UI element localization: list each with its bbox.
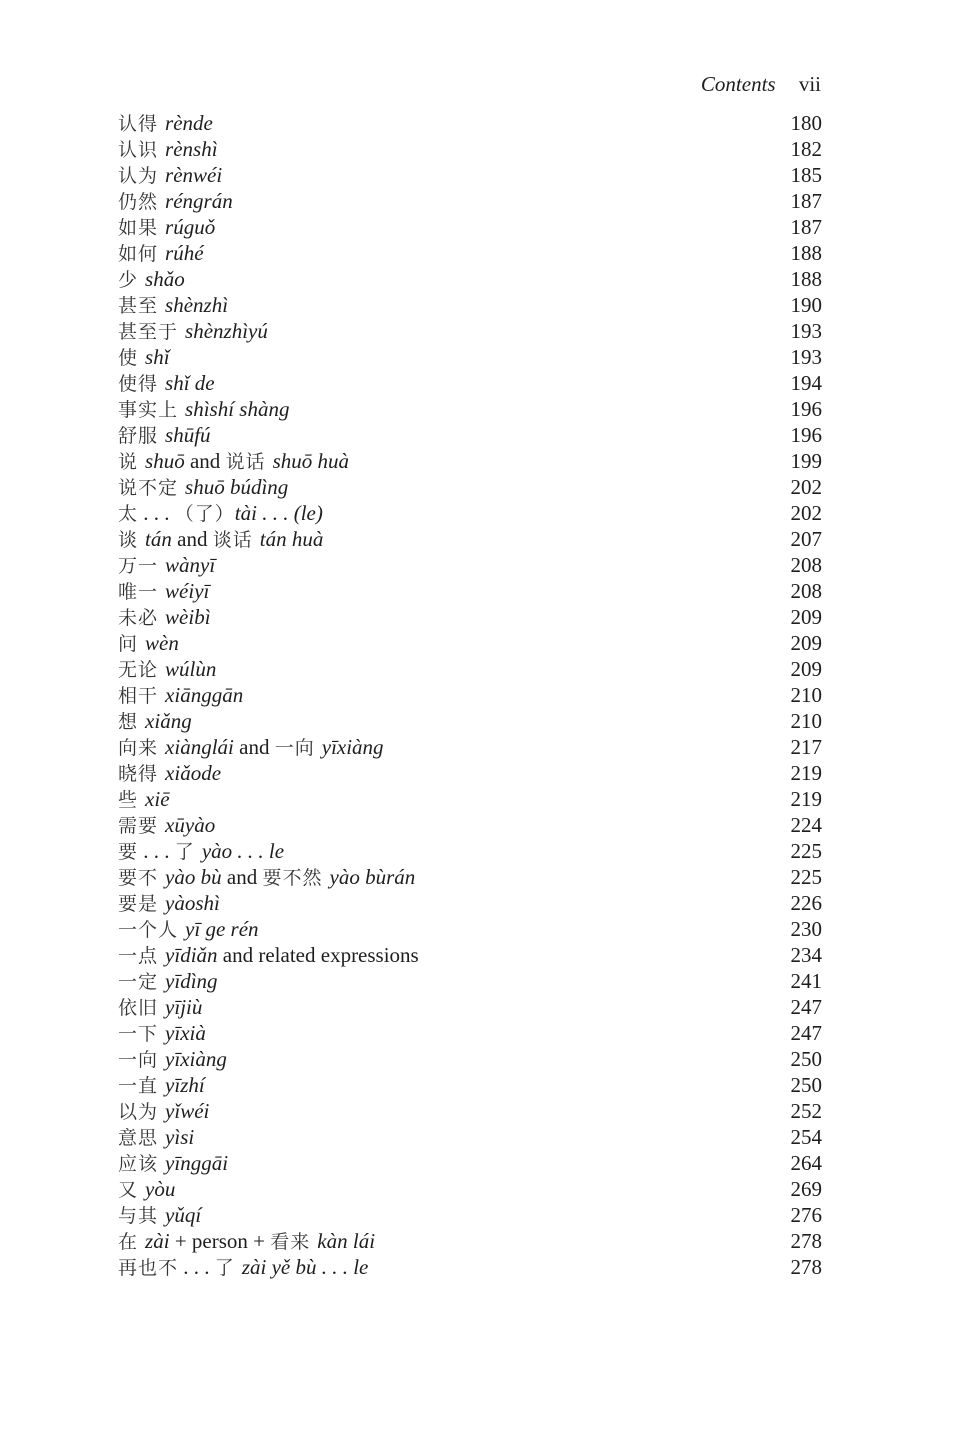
toc-entry-title	[118, 968, 218, 995]
chinese-text: 一下	[118, 1023, 166, 1045]
toc-entry-page-number: 187	[790, 215, 822, 239]
toc-entry-page-number: 207	[790, 527, 822, 551]
chinese-text: 无论	[118, 659, 166, 681]
toc-entry-title	[118, 630, 179, 657]
english-text: . . .	[178, 1255, 215, 1279]
english-text: and	[184, 449, 226, 473]
toc-entry[interactable]	[118, 188, 822, 214]
chinese-text: 要是	[118, 893, 166, 915]
english-text: . . .	[138, 501, 175, 525]
chinese-text: 些	[118, 789, 146, 811]
toc-entry-title	[118, 1020, 206, 1047]
chinese-text: 意思	[118, 1127, 166, 1149]
toc-entry[interactable]	[118, 760, 822, 786]
toc-entry[interactable]	[118, 942, 822, 968]
toc-entry-title	[118, 864, 415, 891]
toc-entry-page-number: 226	[790, 891, 822, 915]
toc-entry[interactable]	[118, 344, 822, 370]
pinyin-text: yījiù	[165, 995, 203, 1019]
toc-entry-title	[118, 396, 289, 423]
toc-entry-page-number: 209	[790, 631, 822, 655]
toc-entry[interactable]	[118, 994, 822, 1020]
toc-entry-page-number: 202	[790, 501, 822, 525]
chinese-text: 晓得	[118, 763, 166, 785]
pinyin-text: shìshí shàng	[185, 397, 290, 421]
pinyin-text: xiē	[145, 787, 170, 811]
chinese-text: 一定	[118, 971, 166, 993]
pinyin-text: yīdiǎn	[165, 943, 218, 967]
toc-entry-title	[118, 656, 216, 683]
toc-entry[interactable]	[118, 890, 822, 916]
chinese-text: 仍然	[118, 191, 166, 213]
toc-entry[interactable]	[118, 864, 822, 890]
toc-entry-page-number: 217	[790, 735, 822, 759]
toc-entry-page-number: 225	[790, 839, 822, 863]
toc-entry-page-number: 193	[790, 345, 822, 369]
toc-entry-title	[118, 266, 185, 293]
toc-entry-page-number: 199	[790, 449, 822, 473]
chinese-text: 又	[118, 1179, 146, 1201]
chinese-text: 说	[118, 451, 146, 473]
chinese-text: 说话	[225, 451, 273, 473]
toc-entry[interactable]	[118, 734, 822, 760]
toc-entry-page-number: 250	[790, 1073, 822, 1097]
toc-entry[interactable]	[118, 500, 822, 526]
toc-entry[interactable]	[118, 1254, 822, 1280]
toc-entry-title	[118, 318, 268, 345]
toc-entry-page-number: 188	[790, 267, 822, 291]
toc-entry-title	[118, 890, 220, 917]
pinyin-text: shūfú	[165, 423, 211, 447]
chinese-text: 如何	[118, 243, 166, 265]
toc-entry-title	[118, 838, 284, 865]
toc-entry-page-number: 202	[790, 475, 822, 499]
toc-entry[interactable]	[118, 318, 822, 344]
english-text: . . .	[138, 839, 175, 863]
toc-entry-page-number: 193	[790, 319, 822, 343]
toc-entry[interactable]	[118, 708, 822, 734]
toc-entry-title	[118, 370, 215, 397]
english-text: and related expressions	[217, 943, 419, 967]
pinyin-text: wéiyī	[165, 579, 210, 603]
chinese-text: 事实上	[118, 399, 186, 421]
pinyin-text: kàn lái	[317, 1229, 376, 1253]
pinyin-text: shuō	[145, 449, 185, 473]
toc-entry-title	[118, 500, 323, 527]
chinese-text: 舒服	[118, 425, 166, 447]
toc-entry-title	[118, 708, 192, 735]
toc-entry-title	[118, 760, 221, 787]
chinese-text: 谈话	[212, 529, 260, 551]
toc-entry[interactable]	[118, 292, 822, 318]
toc-entry[interactable]	[118, 396, 822, 422]
toc-entry[interactable]	[118, 474, 822, 500]
toc-entry-title	[118, 448, 349, 475]
chinese-text: 一向	[274, 737, 322, 759]
toc-entry[interactable]	[118, 838, 822, 864]
toc-entry-page-number: 180	[790, 111, 822, 135]
toc-entry[interactable]	[118, 968, 822, 994]
pinyin-text: yào bù	[165, 865, 222, 889]
toc-entry-title	[118, 1124, 194, 1151]
pinyin-text: yàoshì	[165, 891, 220, 915]
toc-entry[interactable]	[118, 370, 822, 396]
toc-entry-title	[118, 162, 222, 189]
chinese-text: 与其	[118, 1205, 166, 1227]
toc-entry-title	[118, 786, 170, 813]
chinese-text: 太	[118, 503, 139, 525]
toc-entry-page-number: 276	[790, 1203, 822, 1227]
toc-entry-title	[118, 578, 209, 605]
pinyin-text: zài yě bù . . . le	[241, 1255, 369, 1279]
toc-entry-page-number: 185	[790, 163, 822, 187]
toc-entry[interactable]	[118, 266, 822, 292]
pinyin-text: wèibì	[165, 605, 211, 629]
pinyin-text: yīxiàng	[165, 1047, 227, 1071]
toc-entry-title	[118, 942, 419, 969]
toc-entry-title	[118, 994, 202, 1021]
toc-entry[interactable]	[118, 682, 822, 708]
chinese-text: 认为	[118, 165, 166, 187]
pinyin-text: tán huà	[259, 527, 324, 551]
toc-entry-page-number: 219	[790, 787, 822, 811]
pinyin-text: rúguǒ	[165, 215, 216, 239]
chinese-text: 向来	[118, 737, 166, 759]
chinese-text: 一点	[118, 945, 166, 967]
pinyin-text: yīxiàng	[321, 735, 384, 759]
english-text: and	[171, 527, 213, 551]
toc-entry-title	[118, 812, 215, 839]
chinese-text: 想	[118, 711, 146, 733]
toc-entry-page-number: 182	[790, 137, 822, 161]
pinyin-text: rúhé	[165, 241, 204, 265]
page-number: vii	[798, 72, 821, 96]
chinese-text: 了	[174, 841, 202, 863]
pinyin-text: xiǎode	[165, 761, 222, 785]
english-text: and	[233, 735, 275, 759]
toc-entry-page-number: 269	[790, 1177, 822, 1201]
pinyin-text: yìsi	[165, 1125, 195, 1149]
toc-entry-title	[118, 422, 211, 449]
pinyin-text: yòu	[145, 1177, 176, 1201]
toc-entry-title	[118, 110, 213, 137]
chinese-text: 一向	[118, 1049, 166, 1071]
toc-entry-page-number: 190	[790, 293, 822, 317]
toc-entry[interactable]	[118, 1046, 822, 1072]
pinyin-text: shuō huà	[272, 449, 350, 473]
toc-entry-title	[118, 240, 204, 267]
toc-entry-title	[118, 1046, 227, 1073]
chinese-text: 少	[118, 269, 146, 291]
chinese-text: 一直	[118, 1075, 166, 1097]
toc-entry-page-number: 194	[790, 371, 822, 395]
pinyin-text: yào . . . le	[201, 839, 285, 863]
toc-entry-title	[118, 526, 323, 553]
pinyin-text: xiǎng	[145, 709, 192, 733]
chinese-text: 要不然	[262, 867, 330, 889]
pinyin-text: tán	[145, 527, 172, 551]
toc-entry[interactable]	[118, 786, 822, 812]
toc-entry-title	[118, 682, 243, 709]
pinyin-text: réngrán	[165, 189, 233, 213]
pinyin-text: shǐ de	[165, 371, 215, 395]
toc-entry-title	[118, 136, 218, 163]
toc-entry-title	[118, 1150, 228, 1177]
toc-entry[interactable]	[118, 1228, 822, 1254]
toc-entry-title	[118, 292, 228, 319]
toc-entry[interactable]	[118, 1098, 822, 1124]
toc-entry-page-number: 187	[790, 189, 822, 213]
toc-entry-page-number: 224	[790, 813, 822, 837]
pinyin-text: wúlùn	[165, 657, 217, 681]
toc-entry-page-number: 250	[790, 1047, 822, 1071]
pinyin-text: yào bùrán	[329, 865, 416, 889]
toc-entry[interactable]	[118, 526, 822, 552]
toc-entry[interactable]	[118, 1176, 822, 1202]
pinyin-text: yīdìng	[165, 969, 218, 993]
toc-entry-page-number: 278	[790, 1255, 822, 1279]
english-text: and	[221, 865, 263, 889]
chinese-text: 甚至于	[118, 321, 186, 343]
pinyin-text: yī ge rén	[185, 917, 259, 941]
chinese-text: 甚至	[118, 295, 166, 317]
toc-entry-title	[118, 916, 259, 943]
running-head-section: Contents	[700, 72, 776, 96]
toc-entry[interactable]	[118, 448, 822, 474]
toc-entry-page-number: 208	[790, 553, 822, 577]
chinese-text: 如果	[118, 217, 166, 239]
toc-entry-title	[118, 1202, 201, 1229]
chinese-text: 依旧	[118, 997, 166, 1019]
toc-entry-page-number: 241	[790, 969, 822, 993]
chinese-text: 万一	[118, 555, 166, 577]
toc-entry-title	[118, 344, 170, 371]
running-head	[701, 70, 821, 98]
pinyin-text: xūyào	[165, 813, 216, 837]
toc-entry-page-number: 247	[790, 995, 822, 1019]
chinese-text: 谈	[118, 529, 146, 551]
toc-entry[interactable]	[118, 136, 822, 162]
toc-entry-title	[118, 1254, 368, 1281]
pinyin-text: shuō búdìng	[185, 475, 289, 499]
toc-entry-page-number: 264	[790, 1151, 822, 1175]
chinese-text: 再也不	[118, 1257, 179, 1279]
toc-entry-page-number: 234	[790, 943, 822, 967]
toc-entry-page-number: 196	[790, 423, 822, 447]
toc-entry-title	[118, 214, 215, 241]
toc-entry[interactable]	[118, 630, 822, 656]
toc-entry-page-number: 219	[790, 761, 822, 785]
pinyin-text: zài	[145, 1229, 170, 1253]
toc-entry[interactable]	[118, 1150, 822, 1176]
chinese-text: 一个人	[118, 919, 186, 941]
chinese-text: 认识	[118, 139, 166, 161]
chinese-text: 要	[118, 841, 139, 863]
pinyin-text: yǔqí	[165, 1203, 202, 1227]
toc-entry-page-number: 254	[790, 1125, 822, 1149]
chinese-text: 使得	[118, 373, 166, 395]
chinese-text: 了	[214, 1257, 242, 1279]
pinyin-text: rènwéi	[165, 163, 223, 187]
chinese-text: 未必	[118, 607, 166, 629]
chinese-text: 应该	[118, 1153, 166, 1175]
toc-entry[interactable]	[118, 1020, 822, 1046]
chinese-text: 在	[118, 1231, 146, 1253]
toc-entry-page-number: 209	[790, 657, 822, 681]
pinyin-text: shènzhìyú	[185, 319, 268, 343]
toc-entry[interactable]	[118, 162, 822, 188]
toc-entry[interactable]	[118, 552, 822, 578]
toc-entry[interactable]	[118, 656, 822, 682]
toc-entry-page-number: 278	[790, 1229, 822, 1253]
pinyin-text: yīnggāi	[165, 1151, 229, 1175]
chinese-text: 问	[118, 633, 146, 655]
chinese-text: 要不	[118, 867, 166, 889]
pinyin-text: wèn	[145, 631, 179, 655]
pinyin-text: shènzhì	[165, 293, 229, 317]
toc-entry[interactable]	[118, 916, 822, 942]
chinese-text: 使	[118, 347, 146, 369]
toc-entry[interactable]	[118, 240, 822, 266]
toc-entry[interactable]	[118, 604, 822, 630]
english-text: + person +	[169, 1229, 271, 1253]
pinyin-text: shǐ	[145, 345, 170, 369]
toc-entry[interactable]	[118, 1202, 822, 1228]
toc-entry-page-number: 196	[790, 397, 822, 421]
chinese-text: 相干	[118, 685, 166, 707]
toc-entry[interactable]	[118, 1072, 822, 1098]
chinese-text: 需要	[118, 815, 166, 837]
chinese-text: （了）	[174, 503, 235, 525]
toc-entry-title	[118, 552, 215, 579]
toc-entry-title	[118, 604, 211, 631]
toc-entry-title	[118, 1072, 205, 1099]
toc-entry[interactable]	[118, 812, 822, 838]
pinyin-text: yīzhí	[165, 1073, 205, 1097]
chinese-text: 看来	[270, 1231, 318, 1253]
toc-entry[interactable]	[118, 110, 822, 136]
toc-entry[interactable]	[118, 422, 822, 448]
toc-entry-title	[118, 1176, 175, 1203]
toc-entry-page-number: 252	[790, 1099, 822, 1123]
chinese-text: 唯一	[118, 581, 166, 603]
toc-entry-page-number: 247	[790, 1021, 822, 1045]
toc-entry[interactable]	[118, 214, 822, 240]
toc-entry-page-number: 208	[790, 579, 822, 603]
pinyin-text: xiānggān	[165, 683, 244, 707]
pinyin-text: rènshì	[165, 137, 218, 161]
pinyin-text: tài . . . (le)	[234, 501, 323, 525]
chinese-text: 以为	[118, 1101, 166, 1123]
toc-entry[interactable]	[118, 1124, 822, 1150]
toc-entry-title	[118, 1228, 375, 1255]
toc-entry-title	[118, 188, 233, 215]
pinyin-text: rènde	[165, 111, 213, 135]
toc-entry-page-number: 210	[790, 683, 822, 707]
chinese-text: 说不定	[118, 477, 186, 499]
pinyin-text: yǐwéi	[165, 1099, 210, 1123]
toc-entry[interactable]	[118, 578, 822, 604]
toc-entry-title	[118, 1098, 209, 1125]
toc-entry-title	[118, 474, 288, 501]
toc-entry-page-number: 188	[790, 241, 822, 265]
table-of-contents	[118, 110, 822, 1280]
pinyin-text: wànyī	[165, 553, 216, 577]
toc-entry-title	[118, 734, 384, 761]
pinyin-text: yīxià	[165, 1021, 206, 1045]
pinyin-text: xiànglái	[165, 735, 234, 759]
toc-entry-page-number: 209	[790, 605, 822, 629]
toc-entry-page-number: 225	[790, 865, 822, 889]
toc-entry-page-number: 230	[790, 917, 822, 941]
pinyin-text: shǎo	[145, 267, 185, 291]
toc-entry-page-number: 210	[790, 709, 822, 733]
chinese-text: 认得	[118, 113, 166, 135]
